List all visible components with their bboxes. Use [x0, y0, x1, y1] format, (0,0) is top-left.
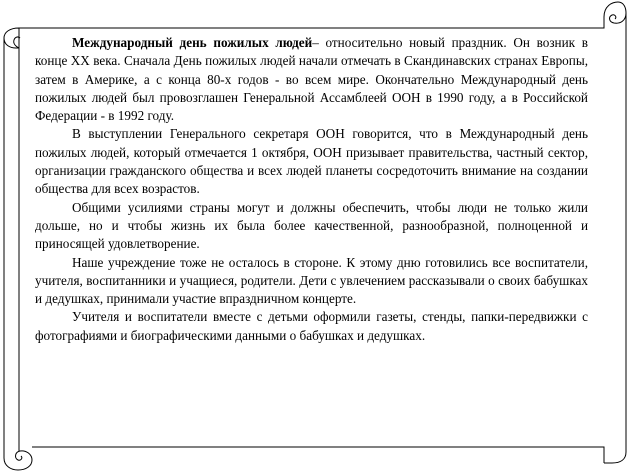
paragraph-2: В выступлении Генерального секретаря ООН говорится, что в Международный день пожилых людей, который отмечается 1 октября, ООН призывает правительства, частный сектор, организации гражданского общества и всех людей планеты сосредоточить внимание на создании общества для всех возрастов. [35, 126, 588, 197]
scroll-right-edge [604, 13, 626, 463]
scroll-top-edge [19, 17, 604, 28]
scroll-left-roll-top [4, 28, 19, 48]
scroll-top-curl [604, 2, 626, 23]
paragraph-4: Наше учреждение тоже не осталось в стороне. К этому дню готовились все воспитатели, учителя, воспитанники и учащиеся, родители. Дети с увлечением рассказывали о своих бабушках и дедушках, принимали участие впраздничном концерте. [35, 254, 588, 307]
scroll-bottom-curl [16, 451, 32, 470]
paragraph-1-bold-lead: Международный день пожилых людей [72, 35, 313, 50]
paragraph-5: Учителя и воспитатели вместе с детьми оформили газеты, стенды, папки-передвижки с фотографиями и биографическими данными о бабушках и дедушках. [35, 309, 588, 343]
paragraph-1-text: – относительно новый праздник. Он возник в конце XX века. Сначала День пожилых людей начали отмечать в Скандинавских странах Европы, затем в Америке, а с конца 80-х годов - во всем мире. Окончательно Международный день пожилых людей был провозглашен Генеральной Ассамблеей ООН в 1990 году, а в Российской Федерации - в 1992 году. [35, 35, 588, 124]
scroll-left-edge [4, 38, 18, 470]
document-text [35, 34, 588, 345]
paragraph-3: Общими усилиями страны могут и должны обеспечить, чтобы люди не только жили дольше, но и чтобы жизнь их была более качественной, разнообразной, полноценной и приносящей удовлетворение. [35, 199, 588, 252]
scroll-bottom-edge [32, 447, 604, 463]
paragraph-1 [35, 34, 588, 125]
